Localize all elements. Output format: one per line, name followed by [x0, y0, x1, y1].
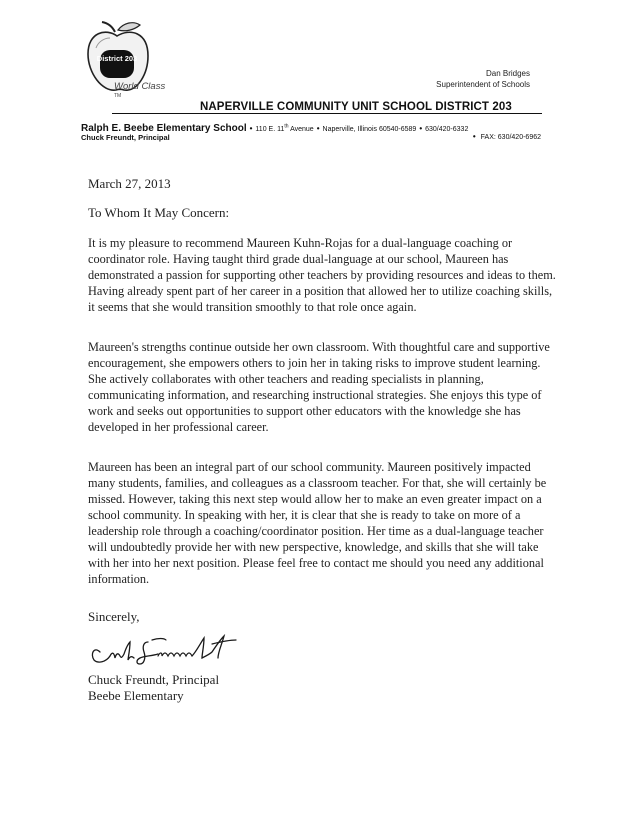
bullet-separator: • — [316, 124, 320, 133]
handwritten-signature — [86, 630, 256, 670]
bullet-separator: • — [472, 132, 476, 141]
superintendent-title: Superintendent of Schools — [436, 79, 530, 89]
letter-greeting: To Whom It May Concern: — [88, 205, 230, 220]
trademark: TM — [114, 93, 122, 99]
letter-closing: Sincerely, — [88, 609, 140, 624]
fax-number: FAX: 630/420-6962 — [480, 134, 541, 141]
logo-text: District 203 — [96, 54, 138, 63]
signer-school: Beebe Elementary — [88, 688, 184, 703]
street-prefix: 110 E. 11 — [255, 126, 285, 133]
street-address — [255, 123, 314, 133]
fax-line — [470, 132, 541, 141]
phone-number: 630/420-6332 — [425, 126, 469, 133]
city-address: Naperville, Illinois 60540-6589 — [322, 126, 417, 133]
body-paragraph-1: It is my pleasure to recommend Maureen Kuhn-Rojas for a dual-language coaching or coordinator role. Having taught third grade dual-language at our school, Maureen has demonstrated a passion for supporting other teachers by providing resources and ideas to them. Having already spent part of her career in a position that allowed her to utilize coaching skills, it seems that she would transition smoothly to that role once again. — [88, 236, 556, 314]
bullet-separator: • — [249, 124, 253, 133]
school-name: Ralph E. Beebe Elementary School — [81, 123, 247, 134]
bullet-separator: • — [419, 124, 423, 133]
superintendent-name: Dan Bridges — [485, 69, 530, 78]
body-paragraph-3: Maureen has been an integral part of our school community. Maureen positively impacted many students, families, and colleagues as a classroom teacher. For that, she will certainly be missed. However, taking this next step would allow her to make an even greater impact on a school community. In speaking with her, it is clear that she is ready to take on more of a leadership role through a coaching/coordinator position. Her time as a dual-language teacher will undoubtedly provide her with new perspective, knowledge, and skills that she will take with her into her next position. Please feel free to contact me should you need any additional information. — [88, 460, 547, 586]
tagline: World Class — [114, 81, 166, 92]
signature-icon — [86, 630, 256, 670]
street-suffix: Avenue — [288, 126, 314, 133]
superintendent-block — [436, 69, 530, 90]
street-ordinal: th — [284, 123, 289, 130]
principal-header: Chuck Freundt, Principal — [81, 133, 170, 142]
signer-name-title: Chuck Freundt, Principal — [88, 672, 220, 687]
body-paragraph-2: Maureen's strengths continue outside her own classroom. With thoughtful care and supportive encouragement, she empowers others to join her in taking risks to improve student learning. She actively collaborates with other teachers and reading specialists in planning, communicating information, and researching instructional strategies. She enjoys this type of work and seeks out opportunities to support other educators with the knowledge she has developed in her professional career. — [88, 340, 550, 434]
letter-date: March 27, 2013 — [88, 176, 171, 191]
district-name: NAPERVILLE COMMUNITY UNIT SCHOOL DISTRICT 203 — [200, 101, 512, 113]
